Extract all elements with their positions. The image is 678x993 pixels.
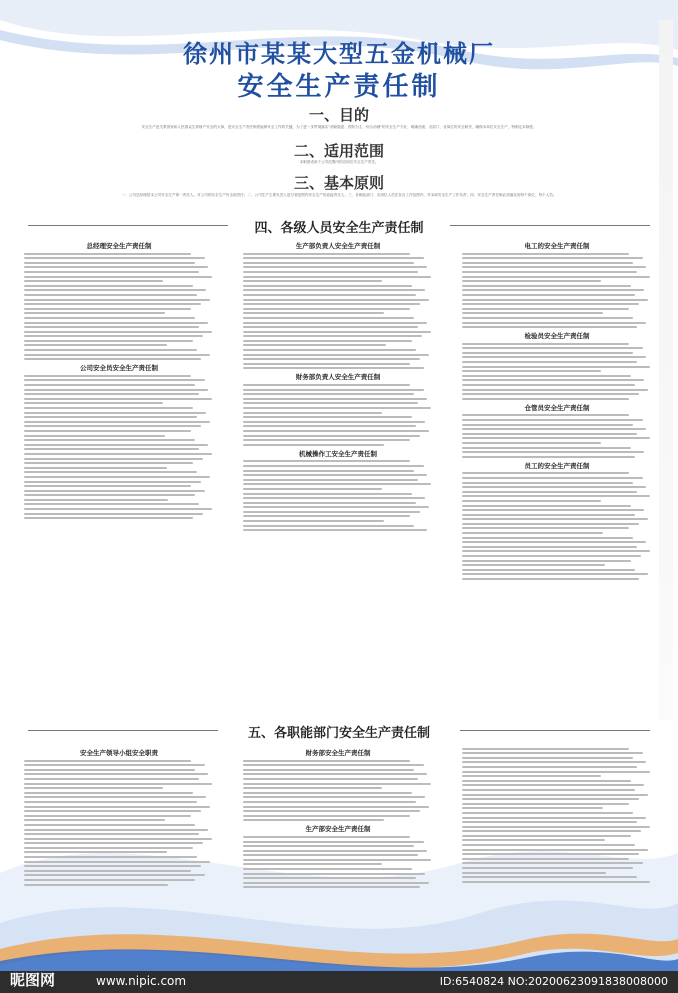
text-line: [462, 789, 635, 791]
text-line: [462, 541, 646, 543]
text-line: [24, 276, 212, 278]
text-line: [462, 379, 644, 381]
text-line: [243, 367, 424, 369]
text-line: [462, 881, 650, 883]
text-column: [24, 238, 214, 522]
text-line: [462, 257, 643, 259]
text-line: [462, 437, 650, 439]
text-line: [243, 312, 384, 314]
text-line: [462, 752, 643, 754]
text-line: [24, 865, 201, 867]
text-line: [24, 778, 199, 780]
text-line: [462, 560, 631, 562]
text-line: [24, 344, 167, 346]
text-line: [243, 529, 427, 531]
text-line: [462, 844, 635, 846]
text-line: [24, 796, 206, 798]
text-line: [243, 349, 416, 351]
text-line: [243, 792, 412, 794]
responsibility-heading: 生产部安全生产责任制: [305, 825, 371, 834]
text-line: [243, 266, 427, 268]
text-line: [462, 262, 633, 264]
text-line: [243, 358, 420, 360]
watermark-url: www.nipic.com: [96, 974, 187, 988]
divider-right: [450, 225, 650, 226]
text-line: [243, 769, 414, 771]
text-line: [462, 322, 646, 324]
text-line: [24, 458, 203, 460]
text-line: [462, 486, 646, 488]
text-line: [243, 764, 424, 766]
text-line: [24, 842, 203, 844]
text-line: [462, 867, 633, 869]
text-line: [462, 347, 643, 349]
text-line: [462, 451, 644, 453]
text-line: [24, 358, 201, 360]
text-line: [24, 829, 208, 831]
text-line: [24, 503, 199, 505]
text-line: [462, 766, 637, 768]
responsibility-heading: 检验员安全生产责任制: [524, 332, 590, 341]
text-line: [462, 578, 639, 580]
text-line: [462, 803, 629, 805]
principles-paragraph: 一、公司总经理是本公司安全生产第一责任人，对公司的安全生产负全面责任；二、公司生产主要负责人是分管范围内安全生产的直接责任人；三、各职能部门、各岗位人员在各自工作范围内，对本职安全生产工作负责；四、安全生产责任制必须落实到每个岗位、每个人员。: [121, 193, 557, 197]
text-line: [24, 792, 193, 794]
right-margin-shade: [659, 20, 673, 720]
section-heading-scope: 二、适用范围: [293, 142, 384, 160]
text-line: [462, 858, 629, 860]
text-line: [462, 757, 633, 759]
text-line: [24, 861, 210, 863]
text-line: [243, 421, 425, 423]
text-line: [24, 764, 205, 766]
text-line: [243, 483, 431, 485]
text-line: [243, 402, 418, 404]
text-line: [462, 280, 601, 282]
text-line: [462, 285, 631, 287]
text-line: [462, 375, 631, 377]
text-line: [24, 425, 201, 427]
responsibility-heading: 机械操作工安全生产责任制: [299, 449, 377, 458]
text-line: [243, 515, 410, 517]
text-line: [24, 299, 210, 301]
text-line: [462, 424, 633, 426]
text-line: [243, 398, 427, 400]
text-line: [462, 428, 646, 430]
text-line: [462, 849, 648, 851]
text-line: [24, 448, 199, 450]
text-line: [243, 886, 420, 888]
responsibility-heading: 安全生产领导小组安全职责: [80, 749, 158, 757]
text-line: [24, 340, 193, 342]
text-line: [462, 370, 601, 372]
text-line: [24, 262, 195, 264]
text-line: [462, 509, 644, 511]
text-line: [243, 444, 384, 446]
text-line: [24, 874, 205, 876]
text-line: [24, 851, 167, 853]
text-line: [243, 801, 416, 803]
text-line: [462, 550, 650, 552]
text-line: [243, 859, 431, 861]
text-line: [243, 303, 420, 305]
text-line: [462, 532, 603, 534]
text-line: [243, 285, 412, 287]
text-line: [462, 253, 629, 255]
text-line: [462, 775, 601, 777]
text-line: [462, 523, 639, 525]
text-line: [243, 412, 382, 414]
text-line: [462, 289, 644, 291]
text-line: [243, 488, 382, 490]
text-line: [462, 784, 644, 786]
text-line: [243, 326, 418, 328]
text-line: [24, 421, 210, 423]
watermark-bar: [0, 971, 678, 993]
text-line: [462, 266, 646, 268]
divider-right-2: [460, 730, 650, 731]
text-line: [462, 821, 637, 823]
text-line: [243, 344, 386, 346]
text-line: [24, 280, 163, 282]
text-line: [243, 317, 414, 319]
text-line: [243, 873, 425, 875]
responsibility-heading: 员工的安全生产责任制: [524, 461, 590, 470]
text-line: [24, 471, 197, 473]
purpose-paragraph: 安全生产是关系国家和人民群众生命财产安全的大事，是安全生产责任制度能够安全工作的关键，为了进一步贯彻落实"消除隐患、预防为主、综合治理"的安全生产方针，明确各级、各部门、各岗位的安全职责，确保本单位安全生产，特制定本制度。: [141, 125, 537, 129]
text-line: [462, 862, 643, 864]
text-line: [243, 435, 420, 437]
text-line: [243, 465, 424, 467]
text-line: [243, 389, 424, 391]
section-heading-principles: 三、基本原则: [293, 174, 384, 192]
text-line: [24, 389, 208, 391]
text-line: [462, 442, 601, 444]
text-line: [24, 513, 203, 515]
text-line: [243, 322, 427, 324]
text-line: [243, 778, 418, 780]
text-line: [24, 810, 201, 812]
text-line: [24, 815, 191, 817]
text-line: [243, 340, 412, 342]
text-line: [24, 476, 210, 478]
text-line: [243, 474, 427, 476]
text-line: [243, 393, 414, 395]
text-line: [243, 299, 429, 301]
text-line: [243, 868, 412, 870]
text-line: [243, 439, 410, 441]
text-line: [24, 294, 197, 296]
text-line: [243, 863, 382, 865]
text-line: [462, 812, 633, 814]
text-line: [243, 425, 416, 427]
text-line: [462, 276, 650, 278]
text-line: [24, 769, 195, 771]
text-line: [24, 393, 199, 395]
responsibility-heading: 仓管员安全生产责任制: [524, 403, 590, 412]
watermark-id: ID:6540824 NO:20200623091838008000: [439, 975, 668, 988]
text-line: [462, 876, 637, 878]
text-line: [24, 379, 205, 381]
text-line: [462, 389, 648, 391]
text-line: [24, 308, 191, 310]
text-line: [24, 870, 191, 872]
text-line: [24, 375, 191, 377]
text-line: [462, 294, 635, 296]
text-line: [24, 416, 197, 418]
text-line: [24, 285, 193, 287]
text-line: [462, 807, 603, 809]
text-line: [24, 412, 206, 414]
text-line: [24, 335, 203, 337]
text-line: [462, 835, 631, 837]
text-line: [24, 856, 197, 858]
text-line: [243, 253, 410, 255]
text-line: [24, 271, 199, 273]
text-line: [24, 266, 208, 268]
text-line: [24, 257, 205, 259]
text-line: [462, 817, 646, 819]
text-line: [462, 271, 637, 273]
text-line: [462, 447, 631, 449]
text-line: [243, 525, 414, 527]
text-column: [24, 745, 214, 888]
section-heading-purpose: 一、目的: [308, 106, 369, 124]
text-line: [462, 564, 605, 566]
text-line: [462, 853, 639, 855]
text-line: [462, 546, 637, 548]
text-line: [243, 783, 431, 785]
text-line: [462, 527, 629, 529]
text-line: [24, 462, 193, 464]
text-line: [243, 331, 431, 333]
text-line: [462, 491, 637, 493]
text-line: [462, 356, 646, 358]
document-title: 安全生产责任制: [237, 72, 441, 102]
text-line: [243, 815, 410, 817]
responsibility-heading: 财务部安全生产责任制: [305, 749, 371, 757]
text-line: [462, 343, 629, 345]
responsibility-heading: 总经理安全生产责任制: [86, 242, 152, 250]
text-line: [462, 317, 633, 319]
text-line: [462, 308, 629, 310]
text-line: [243, 493, 412, 495]
section-heading-individual: 四、各级人员安全生产责任制: [254, 221, 424, 236]
text-line: [462, 555, 641, 557]
text-line: [243, 787, 382, 789]
text-line: [243, 276, 431, 278]
text-line: [24, 783, 212, 785]
text-line: [24, 439, 195, 441]
text-line: [462, 500, 601, 502]
text-line: [462, 798, 639, 800]
text-line: [243, 407, 431, 409]
text-line: [462, 472, 629, 474]
text-line: [462, 398, 629, 400]
text-line: [243, 497, 425, 499]
text-line: [462, 505, 631, 507]
text-line: [462, 514, 635, 516]
text-line: [24, 490, 205, 492]
text-column: [243, 745, 433, 891]
text-line: [24, 806, 210, 808]
text-line: [24, 317, 195, 319]
text-line: [24, 847, 193, 849]
text-line: [243, 850, 427, 852]
text-line: [24, 453, 212, 455]
responsibility-heading: 电工的安全生产责任制: [524, 242, 590, 250]
text-line: [462, 419, 643, 421]
text-line: [24, 331, 212, 333]
text-line: [243, 760, 410, 762]
text-line: [24, 430, 191, 432]
text-line: [243, 262, 414, 264]
text-column: [462, 238, 652, 583]
text-line: [24, 322, 208, 324]
text-line: [462, 839, 605, 841]
text-line: [462, 326, 637, 328]
text-line: [243, 335, 422, 337]
text-line: [24, 819, 165, 821]
text-line: [462, 518, 648, 520]
text-line: [243, 511, 420, 513]
text-line: [24, 253, 191, 255]
text-line: [243, 470, 414, 472]
text-line: [462, 477, 643, 479]
text-line: [462, 872, 606, 874]
text-line: [24, 760, 191, 762]
text-line: [462, 771, 650, 773]
text-line: [24, 467, 167, 469]
text-line: [462, 826, 650, 828]
text-line: [462, 830, 641, 832]
responsibility-heading: 公司安全员安全生产责任制: [80, 364, 158, 373]
text-line: [24, 801, 197, 803]
text-line: [243, 854, 418, 856]
text-line: [243, 416, 412, 418]
text-line: [24, 435, 165, 437]
text-line: [462, 433, 637, 435]
text-line: [462, 414, 629, 416]
text-line: [24, 402, 163, 404]
text-line: [24, 787, 163, 789]
text-line: [24, 326, 199, 328]
text-line: [243, 819, 384, 821]
text-line: [24, 303, 201, 305]
text-line: [462, 303, 639, 305]
text-line: [24, 289, 206, 291]
text-line: [462, 569, 635, 571]
text-line: [462, 299, 648, 301]
factory-title: 徐州市某某大型五金机械厂: [183, 39, 495, 68]
text-line: [462, 361, 637, 363]
text-line: [24, 407, 193, 409]
text-line: [243, 773, 427, 775]
text-line: [24, 773, 208, 775]
section-heading-departments: 五、各职能部门安全生产责任制: [247, 726, 430, 741]
text-line: [243, 354, 429, 356]
text-line: [243, 460, 410, 462]
text-line: [462, 384, 635, 386]
text-line: [243, 384, 410, 386]
responsibility-heading: 生产部负责人安全生产责任制: [295, 242, 381, 250]
text-line: [462, 393, 639, 395]
scope-paragraph: 本制度适用于公司范围内的各岗位安全生产责任。: [299, 160, 379, 164]
responsibility-heading: 财务部负责人安全生产责任制: [295, 373, 381, 382]
text-line: [24, 349, 197, 351]
text-line: [243, 257, 424, 259]
text-line: [24, 398, 212, 400]
text-line: [243, 806, 429, 808]
text-line: [243, 363, 410, 365]
text-line: [243, 877, 416, 879]
text-line: [462, 794, 648, 796]
text-line: [24, 879, 195, 881]
text-line: [24, 481, 201, 483]
text-line: [243, 280, 382, 282]
text-line: [243, 502, 416, 504]
text-column: [462, 745, 652, 885]
text-line: [243, 841, 424, 843]
text-line: [243, 294, 416, 296]
text-line: [462, 366, 650, 368]
text-line: [462, 312, 603, 314]
text-line: [243, 506, 429, 508]
text-line: [243, 810, 420, 812]
text-line: [24, 508, 212, 510]
text-line: [24, 444, 208, 446]
text-line: [24, 354, 210, 356]
text-column: [243, 238, 433, 534]
text-line: [243, 882, 429, 884]
text-line: [24, 833, 199, 835]
text-line: [243, 520, 384, 522]
text-line: [243, 308, 410, 310]
text-line: [243, 289, 425, 291]
text-line: [243, 430, 429, 432]
text-line: [24, 838, 212, 840]
text-line: [24, 517, 193, 519]
text-line: [24, 499, 168, 501]
text-line: [24, 384, 195, 386]
watermark-logo: 昵图网: [10, 971, 56, 989]
text-line: [24, 485, 191, 487]
text-line: [462, 573, 648, 575]
text-line: [462, 748, 629, 750]
text-line: [24, 312, 165, 314]
text-line: [243, 796, 425, 798]
text-line: [462, 780, 631, 782]
text-line: [243, 271, 418, 273]
text-line: [243, 845, 414, 847]
text-line: [462, 495, 650, 497]
text-line: [243, 836, 410, 838]
text-line: [462, 482, 633, 484]
text-line: [462, 352, 633, 354]
text-line: [462, 456, 635, 458]
text-line: [462, 537, 633, 539]
text-line: [24, 824, 195, 826]
text-line: [24, 494, 195, 496]
text-line: [24, 884, 168, 886]
text-line: [462, 761, 646, 763]
text-line: [243, 479, 418, 481]
